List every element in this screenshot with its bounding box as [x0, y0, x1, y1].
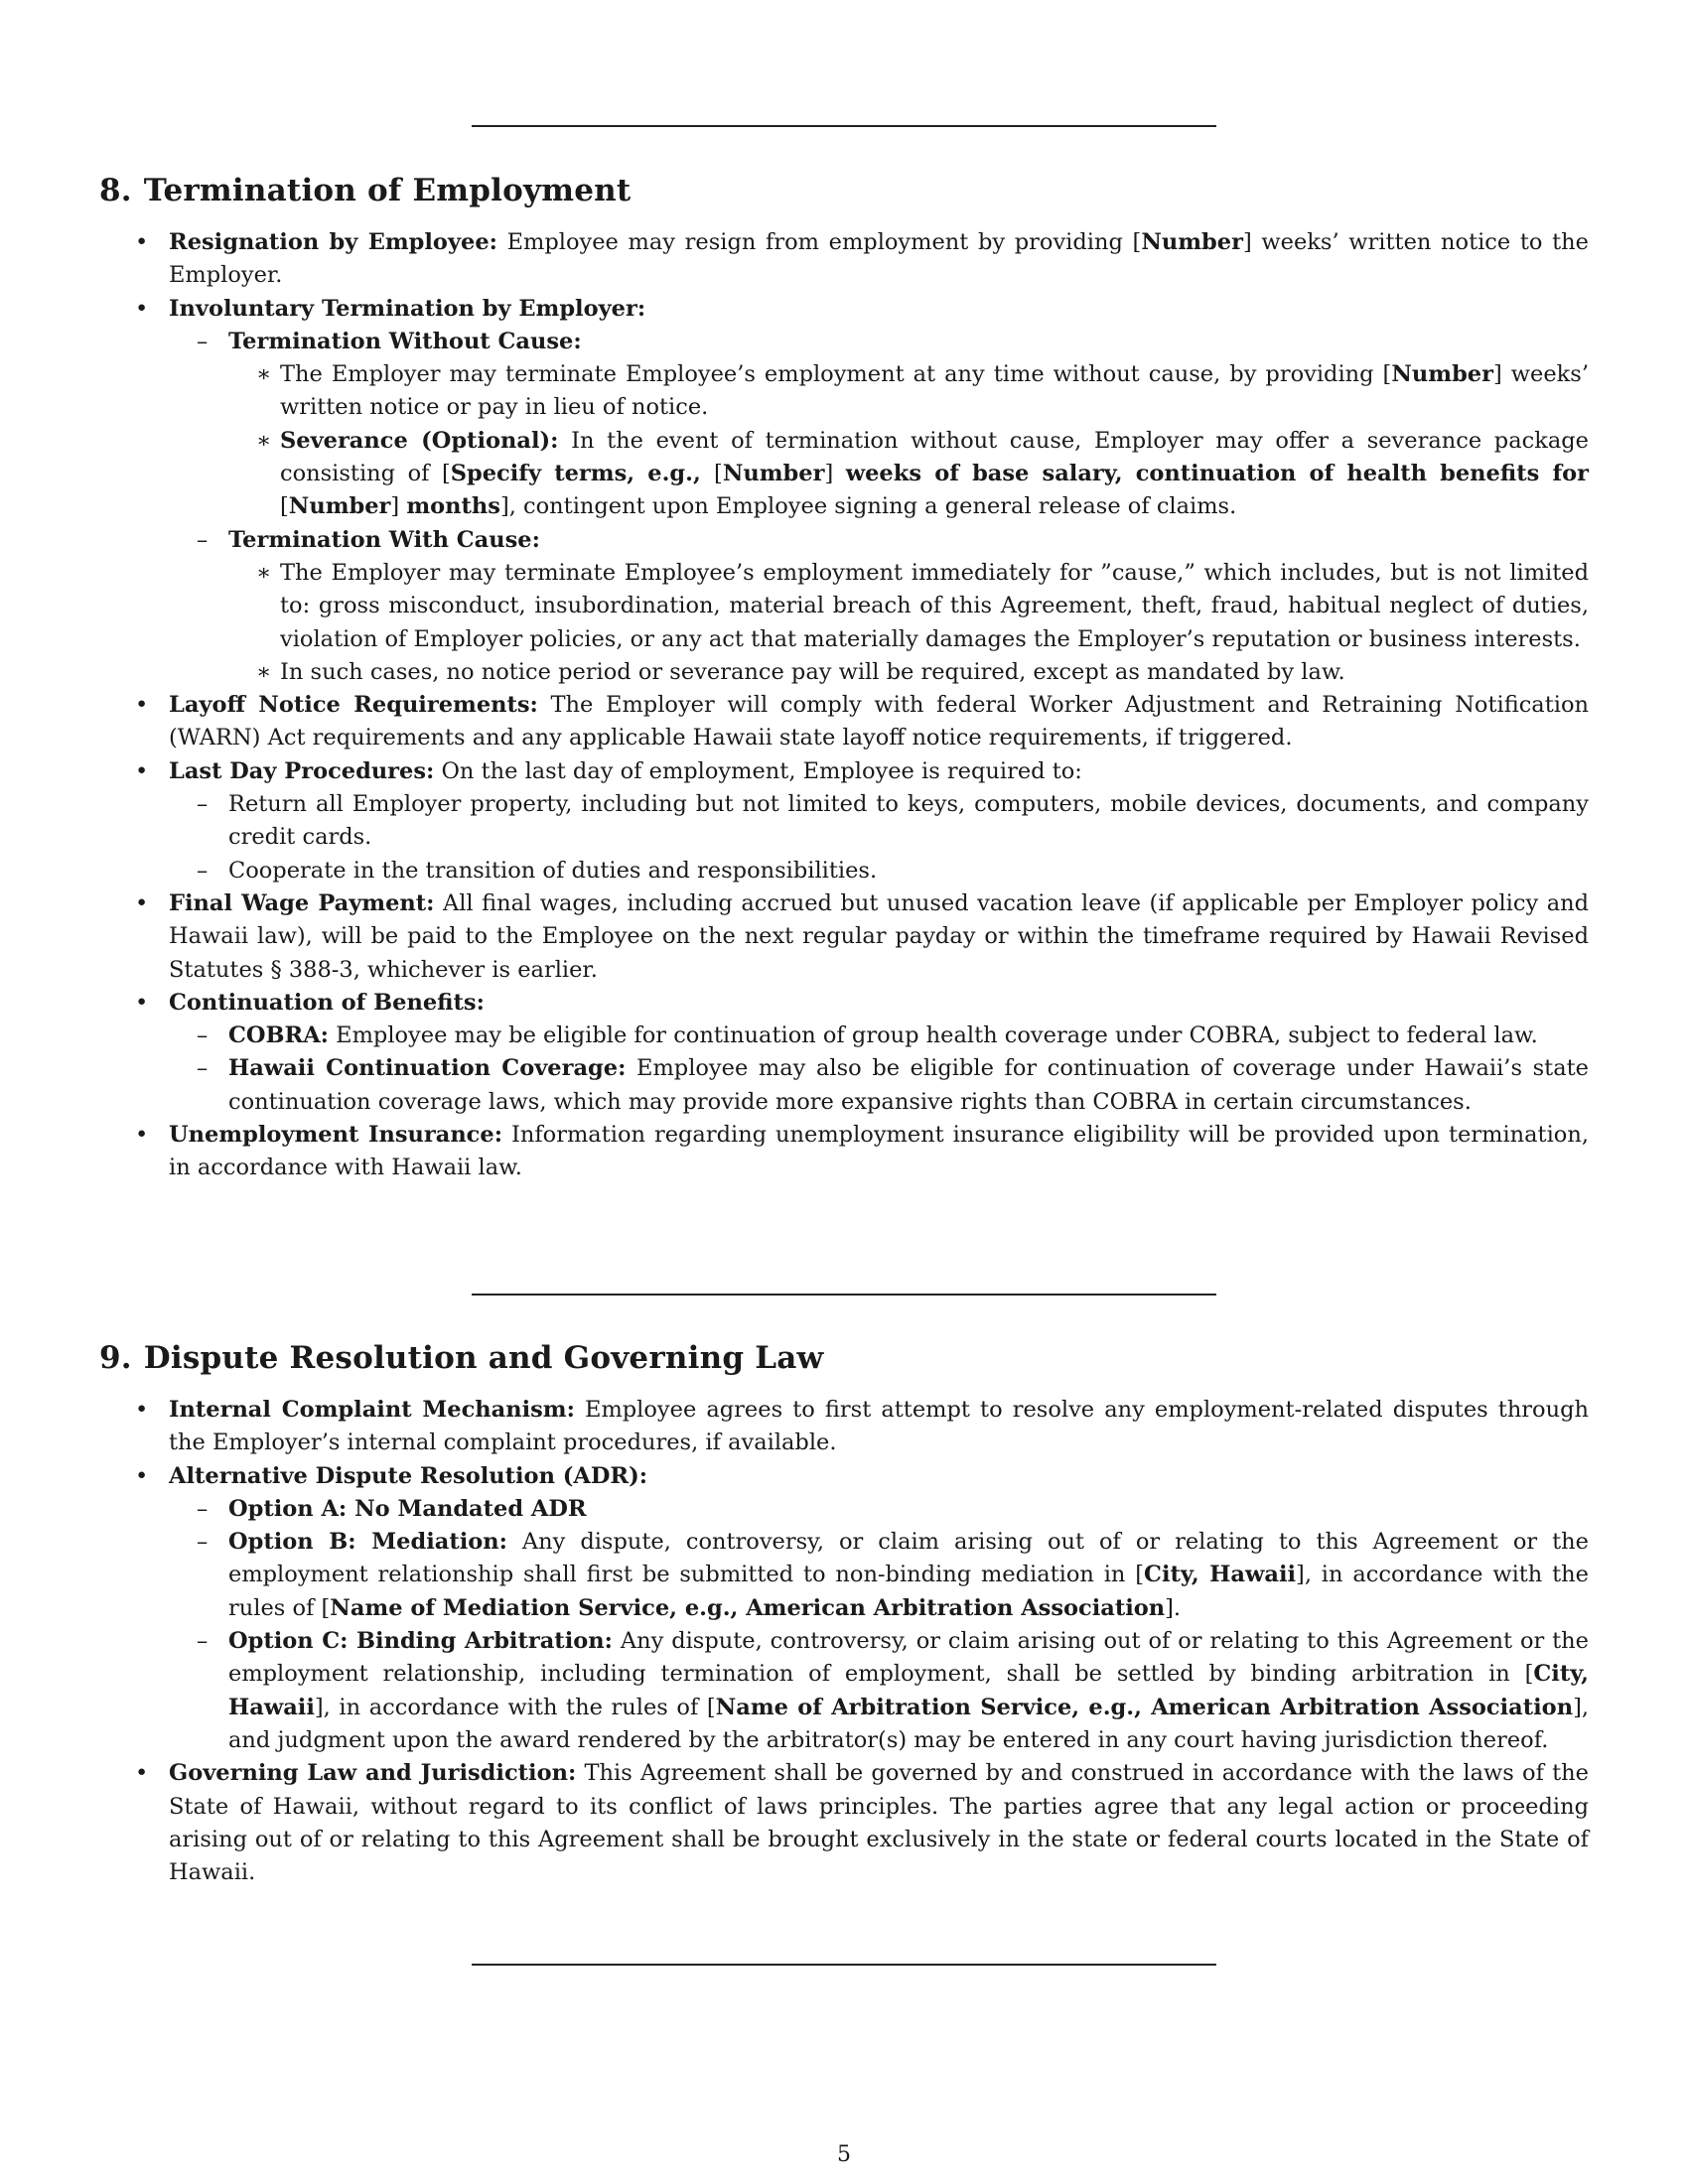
list-item-option-c: – Option C: Binding Arbitration: Any dispute, controversy, or claim arising out of or relating to this Agreement or the employment relationship, including termination of employment, shall be settled by binding arbitration in [City, Hawaii], in accordance with the rules of [Name of Arbitration Service, e.g., American Arbitration Association], and judgment upon the award rendered by the arbitrator(s) may be entered in any court having jurisdiction thereof. — [169, 1625, 1589, 1757]
dash-icon: – — [197, 857, 209, 884]
bullet-icon: • — [135, 1397, 149, 1423]
bullet-icon: • — [135, 889, 149, 916]
bullet-icon: • — [135, 1760, 149, 1787]
bullet-icon: • — [135, 989, 149, 1016]
list-item-governing-law: • Governing Law and Jurisdiction: This Agreement shall be governed by and construed in accordance with the laws of the State of Hawaii, without regard to its conflict of laws principles. The parties agree that any legal action or proceeding arising out of or relating to this Agreement shall be brought exclusively in the state or federal courts located in the State of Hawaii. — [99, 1757, 1589, 1889]
list-item: ∗ In such cases, no notice period or severance pay will be required, except as mandated by law. — [228, 656, 1589, 689]
page-number: 5 — [837, 2142, 851, 2167]
horizontal-rule — [472, 1294, 1216, 1296]
dash-icon: – — [197, 1055, 209, 1082]
list-item-final-wage: • Final Wage Payment: All final wages, including accrued but unused vacation leave (if applicable per Employer policy and Hawaii law), will be paid to the Employee on the next regular payday or within the timeframe required by Hawaii Revised Statutes § 388-3, whichever is earlier. — [99, 887, 1589, 987]
dispute-list — [99, 1394, 1589, 1889]
list-item-with-cause: – Termination With Cause: ∗ The Employer may terminate Employee’s employment immediately for ”cause,” which includes, but is not limited to: gross misconduct, insubordination, material breach of this Agreement, theft, fraud, habitual neglect of duties, violation of Employer policies, or any act that materially damages the Employer’s reputation or business interests. ∗ In such cases, no notice period or severance pay will be required, except as mandated by law. — [169, 524, 1589, 689]
dash-icon: – — [197, 328, 209, 354]
asterisk-icon: ∗ — [256, 427, 272, 454]
dash-icon: – — [197, 1495, 209, 1522]
termination-list — [99, 226, 1589, 1185]
list-item-last-day: • Last Day Procedures: On the last day of employment, Employee is required to: – Return all Employer property, including but not limited to keys, computers, mobile devices, documents, and company credit cards. – Cooperate in the transition of duties and responsibilities. — [99, 755, 1589, 887]
without-cause-sublist — [228, 358, 1589, 523]
list-item-layoff: • Layoff Notice Requirements: The Employer will comply with federal Worker Adjustment and Retraining Notification (WARN) Act requirements and any applicable Hawaii state layoff notice requirements, if triggered. — [99, 689, 1589, 755]
list-item-option-b: – Option B: Mediation: Any dispute, controversy, or claim arising out of or relating to this Agreement or the employment relationship shall first be submitted to non-binding mediation in [City, Hawaii], in accordance with the rules of [Name of Mediation Service, e.g., American Arbitration Association]. — [169, 1526, 1589, 1625]
involuntary-sublist — [169, 326, 1589, 689]
list-item-involuntary: • Involuntary Termination by Employer: – Termination Without Cause: ∗ The Employer may terminate Employee’s employment at any time without cause, by providing [Number] weeks’ written notice or pay in lieu of notice. ∗ Severance (Optional): In the event of termination without cause, Employer may offer a severance package consisting of [Specify terms, e.g., [Number] weeks of base salary, continuation of health benefits for [Number] months], contingent upon Employee signing a general release of claims. – Termination With Cause: ∗ The Employer may terminate Employee’s employment immediately for ”cause,” which includes, but is not limited to: gross misconduct, insubordination, material breach of this Agreement, theft, fraud, habitual neglect of duties, violation of Employer policies, or any act that materially damages the Employer’s reputation or business interests. ∗ In such cases, no notice period or severance pay will be required, except as mandated by law. — [99, 293, 1589, 690]
list-item-without-cause: – Termination Without Cause: ∗ The Employer may terminate Employee’s employment at any time without cause, by providing [Number] weeks’ written notice or pay in lieu of notice. ∗ Severance (Optional): In the event of termination without cause, Employer may offer a severance package consisting of [Specify terms, e.g., [Number] weeks of base salary, continuation of health benefits for [Number] months], contingent upon Employee signing a general release of claims. — [169, 326, 1589, 524]
horizontal-rule — [472, 125, 1216, 127]
dash-icon: – — [197, 1529, 209, 1556]
list-item: ∗ The Employer may terminate Employee’s employment at any time without cause, by providing [Number] weeks’ written notice or pay in lieu of notice. — [228, 358, 1589, 425]
asterisk-icon: ∗ — [256, 559, 272, 586]
asterisk-icon: ∗ — [256, 361, 272, 388]
bullet-icon: • — [135, 295, 149, 322]
list-item-adr: • Alternative Dispute Resolution (ADR): – Option A: No Mandated ADR – Option B: Mediation: Any dispute, controversy, or claim arising out of or relating to this Agreement or the employment relationship shall first be submitted to non-binding mediation in [City, Hawaii], in accordance with the rules of [Name of Mediation Service, e.g., American Arbitration Association]. – Option C: Binding Arbitration: Any dispute, controversy, or claim arising out of or relating to this Agreement or the employment relationship, including termination of employment, shall be settled by binding arbitration in [City, Hawaii], in accordance with the rules of [Name of Arbitration Service, e.g., American Arbitration Association], and judgment upon the award rendered by the arbitrator(s) may be entered in any court having jurisdiction thereof. — [99, 1460, 1589, 1758]
dash-icon: – — [197, 791, 209, 818]
asterisk-icon: ∗ — [256, 658, 272, 685]
with-cause-sublist — [228, 557, 1589, 689]
benefits-sublist — [169, 1020, 1589, 1119]
bullet-icon: • — [135, 1122, 149, 1149]
section-termination — [99, 169, 1589, 1185]
dash-icon: – — [197, 1023, 209, 1049]
last-day-sublist — [169, 788, 1589, 887]
list-item-hawaii-coverage: – Hawaii Continuation Coverage: Employee may also be eligible for continuation of coverage under Hawaii’s state continuation coverage laws, which may provide more expansive rights than COBRA in certain circumstances. — [169, 1052, 1589, 1119]
bullet-icon: • — [135, 1462, 149, 1489]
list-item-benefits: • Continuation of Benefits: – COBRA: Employee may be eligible for continuation of group health coverage under COBRA, subject to federal law. – Hawaii Continuation Coverage: Employee may also be eligible for continuation of coverage under Hawaii’s state continuation coverage laws, which may provide more expansive rights than COBRA in certain circumstances. — [99, 987, 1589, 1119]
list-item-severance: ∗ Severance (Optional): In the event of termination without cause, Employer may offer a severance package consisting of [Specify terms, e.g., [Number] weeks of base salary, continuation of health benefits for [Number] months], contingent upon Employee signing a general release of claims. — [228, 425, 1589, 524]
section-dispute-resolution — [99, 1336, 1589, 1889]
section-heading: 8. Termination of Employment — [99, 173, 632, 208]
bullet-icon: • — [135, 692, 149, 719]
dash-icon: – — [197, 526, 209, 553]
list-item: ∗ The Employer may terminate Employee’s employment immediately for ”cause,” which includes, but is not limited to: gross misconduct, insubordination, material breach of this Agreement, theft, fraud, habitual neglect of duties, violation of Employer policies, or any act that materially damages the Employer’s reputation or business interests. — [228, 557, 1589, 656]
bullet-icon: • — [135, 229, 149, 255]
section-heading: 9. Dispute Resolution and Governing Law — [99, 1340, 824, 1376]
list-item: – Cooperate in the transition of duties and responsibilities. — [169, 855, 1589, 887]
adr-sublist — [169, 1493, 1589, 1757]
dash-icon: – — [197, 1628, 209, 1655]
list-item-option-a: – Option A: No Mandated ADR — [169, 1493, 1589, 1526]
list-item-internal-complaint: • Internal Complaint Mechanism: Employee agrees to first attempt to resolve any employment-related disputes through the Employer’s internal complaint procedures, if available. — [99, 1394, 1589, 1460]
list-item: – Return all Employer property, including but not limited to keys, computers, mobile devices, documents, and company credit cards. — [169, 788, 1589, 855]
horizontal-rule — [472, 1964, 1216, 1966]
list-item-cobra: – COBRA: Employee may be eligible for continuation of group health coverage under COBRA, subject to federal law. — [169, 1020, 1589, 1052]
list-item-unemployment: • Unemployment Insurance: Information regarding unemployment insurance eligibility will be provided upon termination, in accordance with Hawaii law. — [99, 1119, 1589, 1185]
list-item-resignation: • Resignation by Employee: Employee may resign from employment by providing [Number] weeks’ written notice to the Employer. — [99, 226, 1589, 293]
bullet-icon: • — [135, 757, 149, 784]
